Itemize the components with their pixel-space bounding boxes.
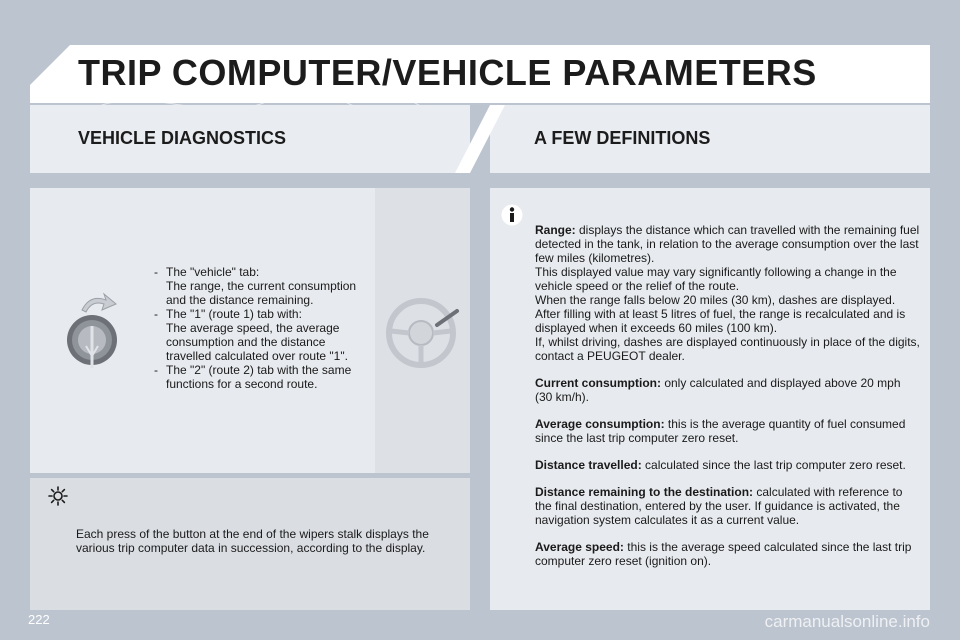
diagnostics-item-route-1: - The "1" (route 1) tab with: The average speed, the average consumption and the distance travelled calculated over route "1". [150, 307, 370, 363]
definitions-list [535, 223, 920, 581]
definition-text: this is the average speed calculated since the last trip computer zero reset (ignition on). [535, 540, 912, 568]
definition-text: calculated with reference to the final destination, entered by the user. If guidance is activated, the navigation system calculates it as a current value. [535, 485, 903, 527]
info-icon [501, 204, 523, 226]
page-number: 222 [28, 612, 50, 627]
diagnostics-item-vehicle: - The "vehicle" tab: The range, the current consumption and the distance remaining. [150, 265, 370, 307]
definition-term: Average speed: [535, 540, 624, 554]
stalk-button-illustration [60, 290, 130, 370]
definition-term: Distance remaining to the destination: [535, 485, 754, 499]
definition-text: only calculated and displayed above 20 mph (30 km/h). [535, 376, 901, 404]
definitions-heading: A FEW DEFINITIONS [534, 128, 711, 148]
diagnostics-list [150, 265, 370, 391]
definition-term: Range: [535, 223, 576, 237]
definition-average-speed [535, 540, 920, 568]
definition-text: this is the average quantity of fuel consumed since the last trip computer zero reset. [535, 417, 906, 445]
definition-current-consumption [535, 376, 920, 404]
definition-term: Distance travelled: [535, 458, 642, 472]
definition-distance-remaining [535, 485, 920, 527]
definition-range [535, 223, 920, 363]
definition-text: calculated since the last trip computer zero reset. [641, 458, 906, 472]
vehicle-diagnostics-heading: VEHICLE DIAGNOSTICS [78, 128, 287, 148]
stalk-description: Each press of the button at the end of the wipers stalk displays the various trip computer data in succession, according to the display. [76, 527, 429, 555]
definition-distance-travelled [535, 458, 920, 472]
diagnostics-item-route-2: - The "2" (route 2) tab with the same functions for a second route. [150, 363, 370, 391]
watermark: carmanualsonline.info [764, 612, 930, 631]
definition-average-consumption [535, 417, 920, 445]
definition-text: displays the distance which can travelled with the remaining fuel detected in the tank, in relation to the average consumption over the last few miles (kilometres). This displayed value may vary significantly following a change in the vehicle speed or the relief of the route. When the range falls below 20 miles (30 km), dashes are displayed. After filling with at least 5 litres of fuel, the range is recalculated and is displayed when it exceeds 60 miles (100 km). If, whilst driving, dashes are displayed continuously in place of the digits, contact a PEUGEOT dealer. [535, 223, 920, 363]
definition-term: Average consumption: [535, 417, 665, 431]
sun-icon [48, 486, 68, 506]
steering-wheel-illustration [385, 295, 460, 370]
definition-term: Current consumption: [535, 376, 661, 390]
page-title: TRIP COMPUTER/VEHICLE PARAMETERS [78, 52, 817, 93]
